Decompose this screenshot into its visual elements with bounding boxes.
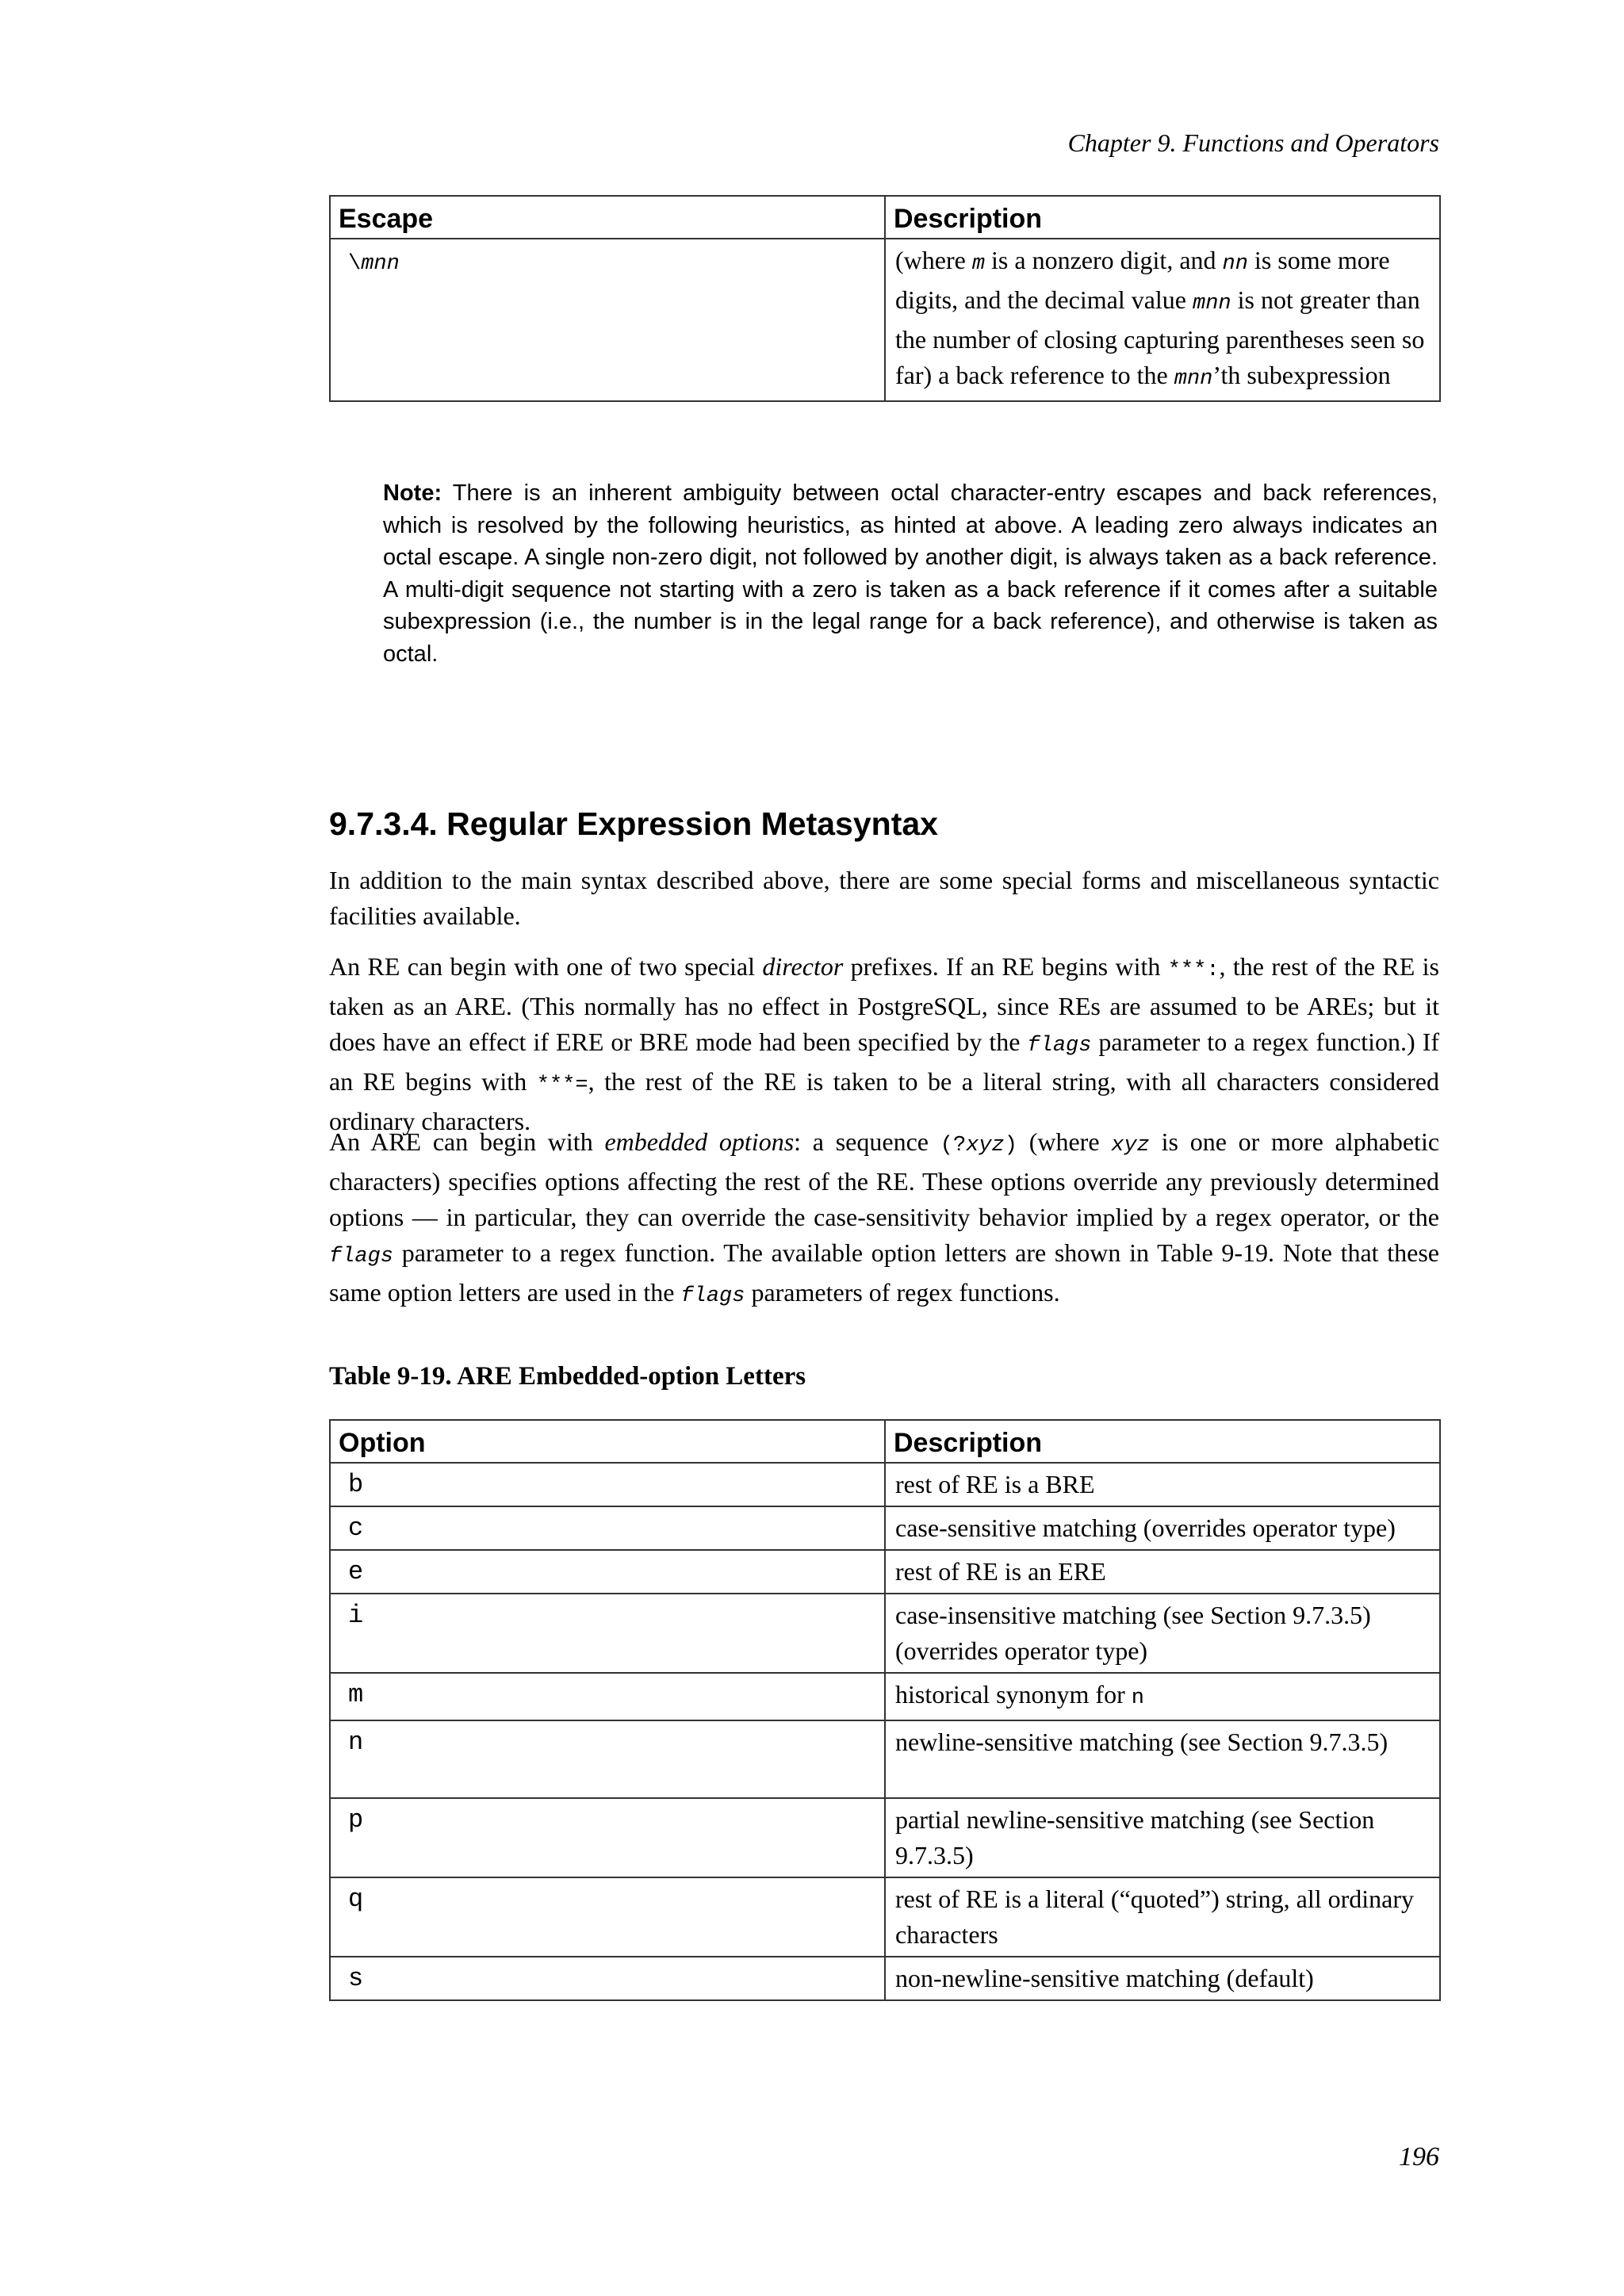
section-title: 9.7.3.4. Regular Expression Metasyntax [329, 806, 938, 842]
table-row [330, 1798, 1440, 1877]
option-cell: q [330, 1877, 885, 1957]
option-cell: c [330, 1506, 885, 1550]
inline-code-variable: flags [329, 1245, 394, 1269]
table-row [330, 1506, 1440, 1550]
inline-code: ) [1004, 1134, 1017, 1158]
table-row [330, 1673, 1440, 1720]
inline-code-variable: xyz [1111, 1134, 1150, 1158]
escape-variable: mnn [361, 252, 400, 276]
desc-text: ’th subexpression [1212, 361, 1391, 389]
option-description-cell: rest of RE is a BRE [885, 1463, 1440, 1506]
option-cell: i [330, 1594, 885, 1673]
option-cell: m [330, 1673, 885, 1720]
option-description-cell: partial newline-sensitive matching (see Section 9.7.3.5) [885, 1798, 1440, 1877]
option-cell: p [330, 1798, 885, 1877]
para-text: prefixes. If an RE begins with [843, 952, 1168, 981]
option-description-cell: rest of RE is an ERE [885, 1550, 1440, 1594]
table-row [330, 1594, 1440, 1673]
table-row [330, 1957, 1440, 2000]
option-cell: s [330, 1957, 885, 2000]
para-text: : a sequence [794, 1127, 940, 1156]
option-cell: n [330, 1720, 885, 1798]
column-header-description: Description [885, 1420, 1440, 1463]
option-description-cell: rest of RE is a literal (“quoted”) string, all ordinary characters [885, 1877, 1440, 1957]
note-label: Note: [383, 480, 442, 506]
inline-code-variable: xyz [966, 1134, 1005, 1158]
table-caption: Table 9-19. ARE Embedded-option Letters [329, 1362, 806, 1391]
table-row [330, 1877, 1440, 1957]
inline-code: ***: [1167, 959, 1220, 982]
table-row [330, 1550, 1440, 1594]
desc-text: (where [895, 246, 972, 274]
document-page [329, 0, 1439, 2296]
para-text: An RE can begin with one of two special [329, 952, 763, 981]
desc-text: is not greater than the number of closing capturing parentheses seen so far) a back reference to the [895, 285, 1425, 389]
table-row [330, 1463, 1440, 1506]
inline-code: n [1131, 1686, 1144, 1710]
inline-code-variable: flags [1027, 1034, 1092, 1058]
desc-variable: nn [1222, 252, 1248, 276]
desc-text: is some more digits, and the decimal value [895, 246, 1390, 314]
option-letters-table [329, 1419, 1441, 2001]
para-text: , the rest of the RE is taken as an ARE. (This normally has no effect in PostgreSQL, since REs are assumed to be AREs; but it does have an effect if ERE or BRE mode had been specified by the [329, 952, 1440, 1056]
para-text: is one or more alphabetic characters) specifies options affecting the rest of the RE. These options override any previously determined options — in particular, they can override the case-sensitivity behavior implied by a regex operator, or the [329, 1127, 1440, 1231]
desc-text: is a nonzero digit, and [985, 246, 1223, 274]
paragraph-embedded-options [329, 1124, 1439, 1314]
column-header-escape: Escape [330, 196, 885, 239]
table-row [330, 1720, 1440, 1798]
para-emphasis: embedded options [604, 1127, 795, 1156]
para-text: , the rest of the RE is taken to be a literal string, with all characters considered ordinary characters. [329, 1067, 1440, 1135]
column-header-description: Description [885, 196, 1440, 239]
option-description-cell: case-insensitive matching (see Section 9.7.3.5) (overrides operator type) [885, 1594, 1440, 1673]
option-description-cell: newline-sensitive matching (see Section 9.7.3.5) [885, 1720, 1440, 1798]
running-head: Chapter 9. Functions and Operators [1067, 128, 1439, 157]
escape-cell [330, 239, 885, 401]
para-emphasis: director [762, 952, 844, 981]
inline-code: (? [940, 1134, 967, 1158]
escape-description-cell [885, 239, 1440, 401]
option-cell: b [330, 1463, 885, 1506]
table-header-row [330, 1420, 1440, 1463]
option-description-cell: case-sensitive matching (overrides operator type) [885, 1506, 1440, 1550]
inline-code: ***= [536, 1073, 588, 1097]
page-number: 196 [1399, 2142, 1439, 2172]
desc-variable: m [971, 252, 986, 276]
para-text: An ARE can begin with [329, 1127, 605, 1156]
inline-code-variable: flags [680, 1284, 745, 1308]
escape-table [329, 195, 1441, 402]
paragraph-director-prefixes [329, 949, 1439, 1139]
desc-variable: mnn [1174, 367, 1213, 391]
desc-text: historical synonym for [895, 1680, 1132, 1709]
table-header-row [330, 196, 1440, 239]
column-header-option: Option [330, 1420, 885, 1463]
escape-prefix: \ [348, 252, 362, 276]
table-row [330, 239, 1440, 401]
note-text: There is an inherent ambiguity between octal character-entry escapes and back references, which is resolved by the following heuristics, as hinted at above. A leading zero always indicates an octal escape. A single non-zero digit, not followed by another digit, is always taken as a back reference. A multi-digit sequence not starting with a zero is taken as a back reference if it comes after a suitable subexpression (i.e., the number is in the legal range for a back reference), and otherwise is taken as octal. [383, 480, 1438, 667]
note-block [383, 477, 1438, 670]
para-text: (where [1017, 1127, 1112, 1156]
desc-variable: mnn [1193, 292, 1231, 316]
para-text: parameter to a regex function.) If an RE begins with [329, 1027, 1440, 1096]
para-text: parameter to a regex function. The available option letters are shown in Table 9-19. Note that these same option letters are used in the [329, 1238, 1439, 1307]
option-description-cell: non-newline-sensitive matching (default) [885, 1957, 1440, 2000]
option-description-cell [885, 1673, 1440, 1720]
paragraph-intro: In addition to the main syntax described above, there are some special forms and miscellaneous syntactic facilities available. [329, 866, 1439, 930]
para-text: parameters of regex functions. [745, 1278, 1060, 1307]
option-cell: e [330, 1550, 885, 1594]
